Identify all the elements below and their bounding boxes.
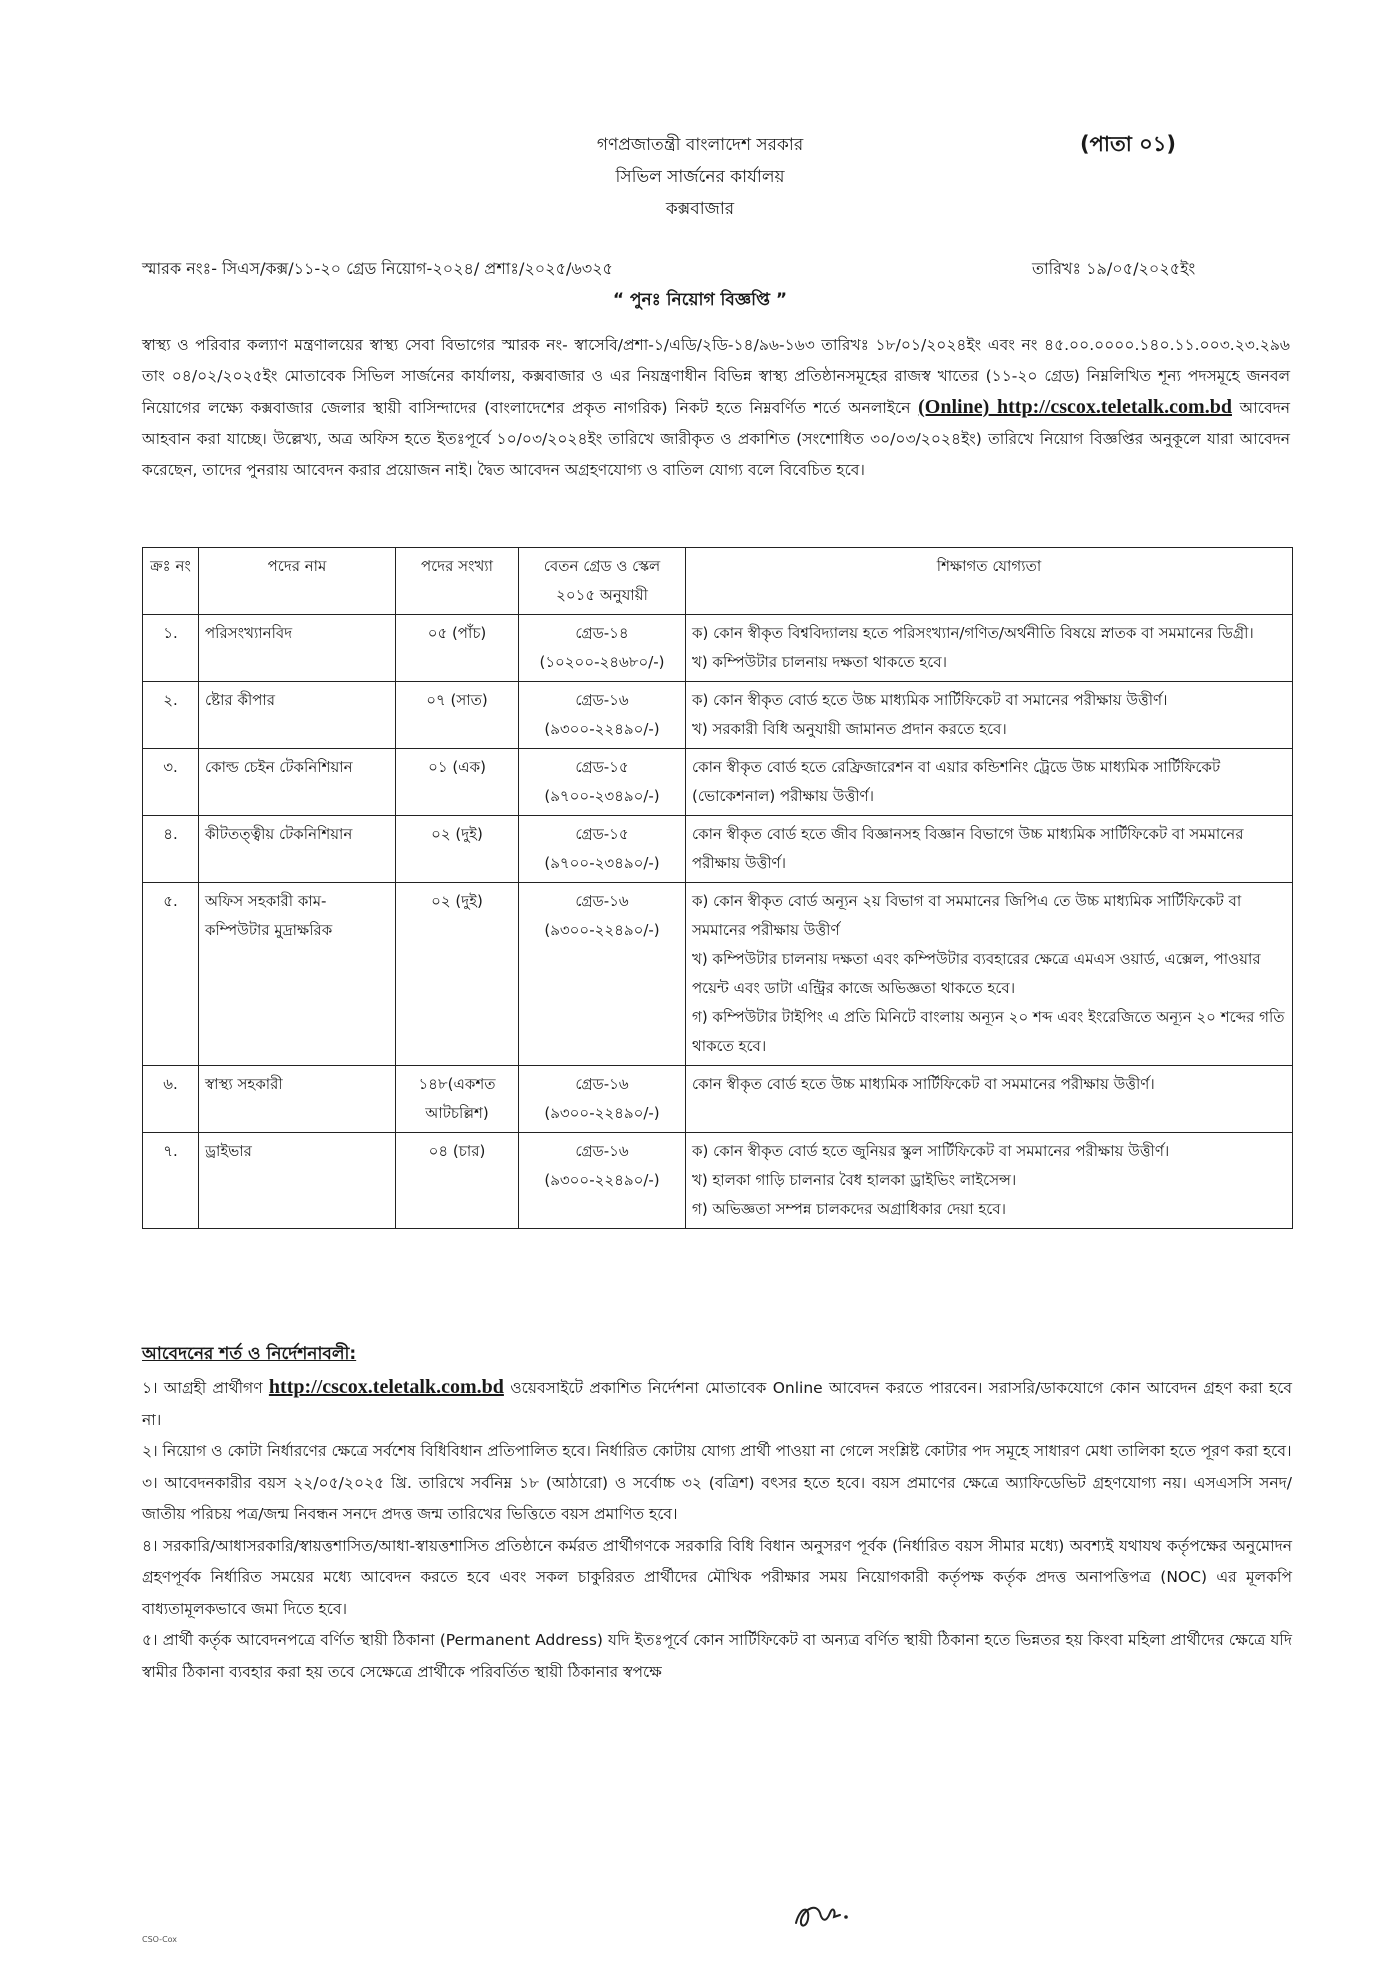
serial-cell: ৪. <box>143 816 199 883</box>
grade-label: গ্রেড-১৬ <box>575 1142 629 1160</box>
qualification-line: ক) কোন স্বীকৃত বোর্ড হতে জুনিয়র স্কুল সার্টিফিকেট বা সমমানের পরীক্ষায় উত্তীর্ণ। <box>692 1142 1170 1160</box>
conditions-list <box>142 1372 1292 1688</box>
serial-cell: ১. <box>143 615 199 682</box>
table-row <box>143 1133 1293 1229</box>
post-count-cell: ০২ (দুই) <box>396 883 519 1066</box>
header-grade: বেতন গ্রেড ও স্কেল ২০১৫ অনুযায়ী <box>519 548 686 615</box>
office-name: সিভিল সার্জনের কার্যালয় <box>615 167 785 187</box>
grade-cell <box>519 883 686 1066</box>
application-website-link[interactable]: http://cscox.teletalk.com.bd <box>268 1376 504 1398</box>
post-name-cell: পরিসংখ্যানবিদ <box>199 615 396 682</box>
intro-text-2: আবেদন আহবান করা যাচ্ছে। উল্লেখ্য, অত্র অফিস হতে ইতঃপূর্বে ১০/০৩/২০২৪ইং তারিখে জারীকৃত ও প্রকাশিত (সংশোধিত ৩০/০৩/২০২৪ইং) তারিখে নিয়োগ বিজ্ঞপ্তির অনুকূলে যারা আবেদন করেছেন, তাদের পুনরায় আবেদন করার প্রয়োজন নাই। দ্বৈত আবেদন অগ্রহণযোগ্য ও বাতিল যোগ্য বলে বিবেচিত হবে। <box>142 399 1290 479</box>
govt-name: গণপ্রজাতন্ত্রী বাংলাদেশ সরকার <box>596 135 804 155</box>
post-count-cell: ০২ (দুই) <box>396 816 519 883</box>
qualification-cell <box>686 615 1293 682</box>
grade-label: গ্রেড-১৫ <box>575 758 629 776</box>
conditions-heading: আবেদনের শর্ত ও নির্দেশনাবলী: <box>142 1344 357 1364</box>
qualification-line: কোন স্বীকৃত বোর্ড হতে জীব বিজ্ঞানসহ বিজ্ঞান বিভাগে উচ্চ মাধ্যমিক সার্টিফিকেট বা সমমানের পরীক্ষায় উত্তীর্ণ। <box>692 825 1244 872</box>
qualification-line: ক) কোন স্বীকৃত বিশ্ববিদ্যালয় হতে পরিসংখ্যান/গণিত/অর্থনীতি বিষয়ে স্নাতক বা সমমানের ডিগ্রী। <box>692 624 1254 642</box>
table-row <box>143 749 1293 816</box>
pay-scale: (১০২০০-২৪৬৮০/-) <box>539 653 665 671</box>
table-row <box>143 615 1293 682</box>
qualification-cell <box>686 682 1293 749</box>
qualification-line: খ) সরকারী বিধি অনুযায়ী জামানত প্রদান করতে হবে। <box>692 720 1007 738</box>
serial-cell: ৩. <box>143 749 199 816</box>
condition-1-text-cont: ওয়েবসাইটে প্রকাশিত নির্দেশনা মোতাবেক Online আবেদন করতে পারবেন। সরাসরি/ডাকযোগে কোন আবেদন গ্রহণ করা হবে না। <box>142 1379 1292 1429</box>
online-apply-link[interactable]: (Online) http://cscox.teletalk.com.bd <box>918 396 1232 418</box>
intro-text-1: স্বাস্থ্য ও পরিবার কল্যাণ মন্ত্রণালয়ের স্বাস্থ্য সেবা বিভাগের স্মারক নং- স্বাসেবি/প্রশা-১/এডি/২ডি-১৪/৯৬-১৬৩ তারিখঃ ১৮/০১/২০২৪ইং এবং নং ৪৫.০০.০০০০.১৪০.১১.০০৩.২৩.২৯৬ তাং ০৪/০২/২০২৫ইং মোতাবেক সিভিল সার্জনের কার্যালয়, কক্সবাজার ও এর নিয়ন্ত্রণাধীন বিভিন্ন স্বাস্থ্য প্রতিষ্ঠানসমূহের রাজস্ব খাতের (১১-২০ গ্রেড) নিম্নলিখিত শূন্য পদসমূহে জনবল নিয়োগের লক্ষ্যে কক্সবাজার জেলার স্থায়ী বাসিন্দাদের (বাংলাদেশের প্রকৃত নাগরিক) নিকট হতে নিম্নবর্ণিত শর্তে অনলাইনে <box>142 336 1290 417</box>
qualification-cell <box>686 883 1293 1066</box>
grade-label: গ্রেড-১৫ <box>575 825 629 843</box>
grade-cell <box>519 682 686 749</box>
grade-label: গ্রেড-১৬ <box>575 1075 629 1093</box>
qualification-cell <box>686 816 1293 883</box>
grade-cell <box>519 749 686 816</box>
serial-cell: ২. <box>143 682 199 749</box>
page-number: (পাতা ০১) <box>1080 132 1176 156</box>
qualification-line: ক) কোন স্বীকৃত বোর্ড হতে উচ্চ মাধ্যমিক সার্টিফিকেট বা সমানের পরীক্ষায় উত্তীর্ণ। <box>692 691 1168 709</box>
table-row <box>143 816 1293 883</box>
grade-cell <box>519 1133 686 1229</box>
post-name-cell: ষ্টোর কীপার <box>199 682 396 749</box>
post-name-cell: কোল্ড চেইন টেকনিশিয়ান <box>199 749 396 816</box>
condition-item <box>142 1372 1292 1436</box>
notice-title: “ পুনঃ নিয়োগ বিজ্ঞপ্তি ” <box>612 290 788 310</box>
post-count-cell: ০৪ (চার) <box>396 1133 519 1229</box>
post-count-cell: ০৫ (পাঁচ) <box>396 615 519 682</box>
header-count: পদের সংখ্যা <box>396 548 519 615</box>
qualification-line: কোন স্বীকৃত বোর্ড হতে রেফ্রিজারেশন বা এয়ার কন্ডিশনিং ট্রেডে উচ্চ মাধ্যমিক সার্টিফিকেট (ভোকেশনাল) পরীক্ষায় উত্তীর্ণ। <box>692 758 1221 805</box>
qualification-line: গ) কম্পিউটার টাইপিং এ প্রতি মিনিটে বাংলায় অন্যূন ২০ শব্দ এবং ইংরেজিতে অন্যূন ২০ শব্দের গতি থাকতে হবে। <box>692 1008 1285 1055</box>
pay-scale: (৯৩০০-২২৪৯০/-) <box>544 1171 660 1189</box>
condition-1-text: ১। আগ্রহী প্রার্থীগণ <box>142 1379 263 1397</box>
footer-code: CSO-Cox <box>142 1935 178 1944</box>
pay-scale: (৯৩০০-২২৪৯০/-) <box>544 921 660 939</box>
table-row <box>143 682 1293 749</box>
qualification-line: খ) কম্পিউটার চালনায় দক্ষতা থাকতে হবে। <box>692 653 948 671</box>
post-name-cell: ড্রাইভার <box>199 1133 396 1229</box>
signature <box>790 1895 854 1935</box>
header-sl: ক্রঃ নং <box>143 548 199 615</box>
header-qualification: শিক্ষাগত যোগ্যতা <box>686 548 1293 615</box>
grade-label: গ্রেড-১৪ <box>575 624 629 642</box>
pay-scale: (৯৩০০-২২৪৯০/-) <box>544 1104 660 1122</box>
grade-label: গ্রেড-১৬ <box>575 892 629 910</box>
pay-scale: (৯৭০০-২৩৪৯০/-) <box>544 854 660 872</box>
grade-label: গ্রেড-১৬ <box>575 691 629 709</box>
condition-item: ৩। আবেদনকারীর বয়স ২২/০৫/২০২৫ খ্রি. তারিখে সর্বনিম্ন ১৮ (আঠারো) ও সর্বোচ্চ ৩২ (বত্রিশ) বৎসর হতে হবে। বয়স প্রমাণের ক্ষেত্রে অ্যাফিডেভিট গ্রহণযোগ্য নয়। এসএসসি সনদ/জাতীয় পরিচয় পত্র/জন্ম নিবন্ধন সনদে প্রদত্ত জন্ম তারিখের ভিত্তিতে বয়স প্রমাণিত হবে। <box>142 1473 1292 1523</box>
qualification-line: কোন স্বীকৃত বোর্ড হতে উচ্চ মাধ্যমিক সার্টিফিকেট বা সমমানের পরীক্ষায় উত্তীর্ণ। <box>692 1075 1155 1093</box>
qualification-line: খ) কম্পিউটার চালনায় দক্ষতা এবং কম্পিউটার ব্যবহারের ক্ষেত্রে এমএস ওয়ার্ড, এক্সেল, পাওয়ার পয়েন্ট এবং ডাটা এন্ট্রির কাজে অভিজ্ঞতা থাকতে হবে। <box>692 950 1261 997</box>
qualification-line: গ) অভিজ্ঞতা সম্পন্ন চালকদের অগ্রাধিকার দেয়া হবে। <box>692 1200 1006 1218</box>
serial-cell: ৫. <box>143 883 199 1066</box>
post-count-cell: ০৭ (সাত) <box>396 682 519 749</box>
qualification-cell <box>686 1066 1293 1133</box>
grade-cell <box>519 816 686 883</box>
grade-cell <box>519 1066 686 1133</box>
qualification-cell <box>686 1133 1293 1229</box>
post-name-cell: স্বাস্থ্য সহকারী <box>199 1066 396 1133</box>
pay-scale: (৯৭০০-২৩৪৯০/-) <box>544 787 660 805</box>
header-post: পদের নাম <box>199 548 396 615</box>
qualification-cell <box>686 749 1293 816</box>
table-header-row <box>143 548 1293 615</box>
condition-item: ৪। সরকারি/আধাসরকারি/স্বায়ত্তশাসিত/আধা-স্বায়ত্তশাসিত প্রতিষ্ঠানে কর্মরত প্রার্থীগণকে সরকারি বিধি বিধান অনুসরণ পূর্বক (নির্ধারিত বয়স সীমার মধ্যে) অবশ্যই যথাযথ কর্তৃপক্ষের অনুমোদন গ্রহণপূর্বক নির্ধারিত সময়ের মধ্যে আবেদন করতে হবে এবং সকল চাকুরিরত প্রার্থীদের মৌখিক পরীক্ষার সময় নিয়োগকারী কর্তৃপক্ষ কর্তৃক প্রদত্ত অনাপত্তিপত্র (NOC) এর মূলকপি বাধ্যতামূলকভাবে জমা দিতে হবে। <box>142 1536 1292 1618</box>
condition-item: ৫। প্রার্থী কর্তৃক আবেদনপত্রে বর্ণিত স্থায়ী ঠিকানা (Permanent Address) যদি ইতঃপূর্বে কোন সার্টিফিকেট বা অন্যত্র বর্ণিত স্থায়ী ঠিকানা হতে ভিন্নতর হয় কিংবা মহিলা প্রার্থীদের ক্ষেত্রে যদি স্বামীর ঠিকানা ব্যবহার করা হয় তবে সেক্ষেত্রে প্রার্থীকে পরিবর্তিত স্থায়ী ঠিকানার স্বপক্ষে <box>142 1631 1292 1681</box>
grade-cell <box>519 615 686 682</box>
pay-scale: (৯৩০০-২২৪৯০/-) <box>544 720 660 738</box>
post-name-cell: কীটতত্ত্বীয় টেকনিশিয়ান <box>199 816 396 883</box>
table-row <box>143 883 1293 1066</box>
memo-number: স্মারক নংঃ- সিএস/কক্স/১১-২০ গ্রেড নিয়োগ-২০২৪/ প্রশাঃ/২০২৫/৬৩২৫ <box>142 259 613 278</box>
condition-item: ২। নিয়োগ ও কোটা নির্ধারণের ক্ষেত্রে সর্বশেষ বিধিবিধান প্রতিপালিত হবে। নির্ধারিত কোটায় যোগ্য প্রার্থী পাওয়া না গেলে সংশ্লিষ্ট কোটার পদ সমূহে সাধারণ মেধা তালিকা হতে পূরণ করা হবে। <box>142 1442 1292 1460</box>
post-name-cell: অফিস সহকারী কাম-কম্পিউটার মুদ্রাক্ষরিক <box>199 883 396 1066</box>
intro-paragraph <box>142 330 1290 486</box>
qualification-line: খ) হালকা গাড়ি চালনার বৈধ হালকা ড্রাইভিং লাইসেন্স। <box>692 1171 1017 1189</box>
post-count-cell: ০১ (এক) <box>396 749 519 816</box>
office-location: কক্সবাজার <box>665 199 735 219</box>
vacancy-table <box>142 547 1293 1229</box>
serial-cell: ৬. <box>143 1066 199 1133</box>
post-count-cell: ১৪৮(একশত আটচল্লিশ) <box>396 1066 519 1133</box>
memo-date: তারিখঃ ১৯/০৫/২০২৫ইং <box>1032 259 1196 278</box>
serial-cell: ৭. <box>143 1133 199 1229</box>
qualification-line: ক) কোন স্বীকৃত বোর্ড অন্যূন ২য় বিভাগ বা সমমানের জিপিএ তে উচ্চ মাধ্যমিক সার্টিফিকেট বা সমমানের পরীক্ষায় উত্তীর্ণ <box>692 892 1242 939</box>
table-row <box>143 1066 1293 1133</box>
